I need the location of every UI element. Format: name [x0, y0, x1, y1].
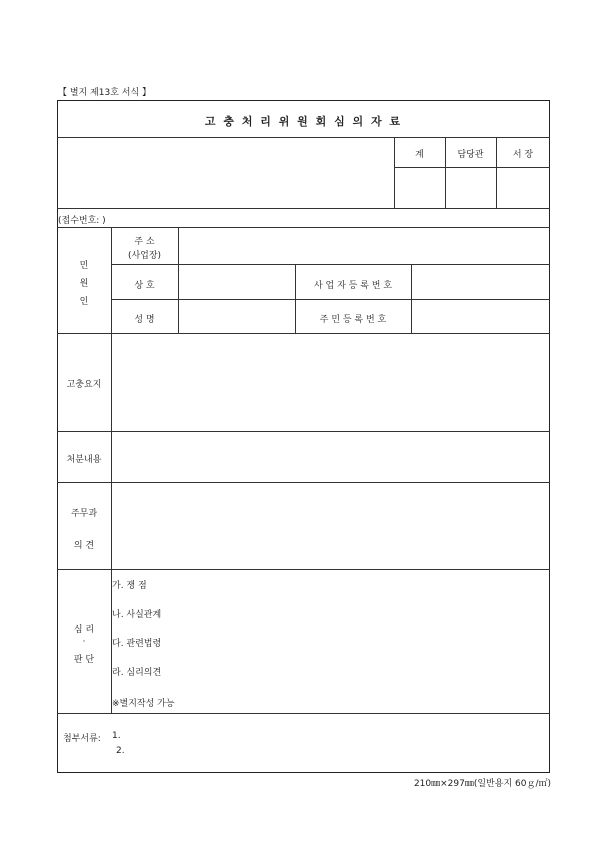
- dept-opinion-label-2: 의 견: [73, 541, 95, 551]
- approval-col-1: 계: [415, 150, 424, 160]
- resident-reg-label: 주 민 등 록 번 호: [319, 315, 387, 325]
- rule-approval-bottom: [57, 208, 550, 209]
- rule-petitioner: [57, 333, 550, 334]
- attachments-label: 첨부서류:: [63, 734, 101, 744]
- disposition-label: 처분내용: [66, 455, 102, 465]
- vrule-field-col: [178, 227, 179, 333]
- rule-address: [111, 264, 550, 265]
- form-title: 고 충 처 리 위 원 회 심 의 자 료: [204, 115, 403, 128]
- petitioner-label-2: 원: [79, 279, 89, 289]
- paper-spec-footer: 210㎜×297㎜(일반용지 60ｇ/㎡): [413, 779, 551, 789]
- attachment-item-2: 2.: [116, 746, 125, 756]
- rule-deliberation: [57, 713, 550, 714]
- dept-opinion-label-1: 주무과: [70, 509, 98, 519]
- biz-reg-label: 사 업 자 등 록 번 호: [313, 281, 393, 291]
- deliberation-label-1: 심 리: [73, 625, 95, 635]
- address-sublabel: (사업장): [127, 251, 162, 261]
- receipt-number: (접수번호: ): [58, 216, 106, 226]
- rule-receipt: [57, 227, 550, 228]
- rule-disposition: [57, 482, 550, 483]
- form-label: 【 별지 제13호 서식 】: [58, 88, 152, 98]
- grievance-label: 고충요지: [66, 380, 102, 390]
- rule-trade: [111, 299, 550, 300]
- trade-name-label: 상 호: [134, 281, 155, 291]
- rule-approval: [394, 167, 550, 168]
- address-label: 주 소: [134, 237, 155, 247]
- rule-grievance: [57, 431, 550, 432]
- deliberation-item-laws: 다. 관련법령: [112, 639, 162, 649]
- name-label: 성 명: [134, 315, 155, 325]
- petitioner-label-3: 인: [79, 297, 89, 307]
- rule-opinion: [57, 569, 550, 570]
- petitioner-label-1: 민: [79, 261, 89, 271]
- approval-col-2: 담당관: [457, 150, 484, 160]
- deliberation-label-2: ·: [82, 637, 86, 647]
- deliberation-item-opinion: 라. 심리의견: [112, 668, 162, 678]
- deliberation-note: ※별지작성 가능: [112, 699, 175, 709]
- vrule-mid-2: [411, 264, 412, 333]
- rule-title: [57, 137, 550, 138]
- deliberation-label-3: 판 단: [73, 655, 95, 665]
- deliberation-item-issue: 가. 쟁 점: [112, 581, 147, 591]
- attachment-item-1: 1.: [112, 731, 121, 741]
- deliberation-item-facts: 나. 사실관계: [112, 610, 162, 620]
- approval-col-3: 서 장: [512, 150, 534, 160]
